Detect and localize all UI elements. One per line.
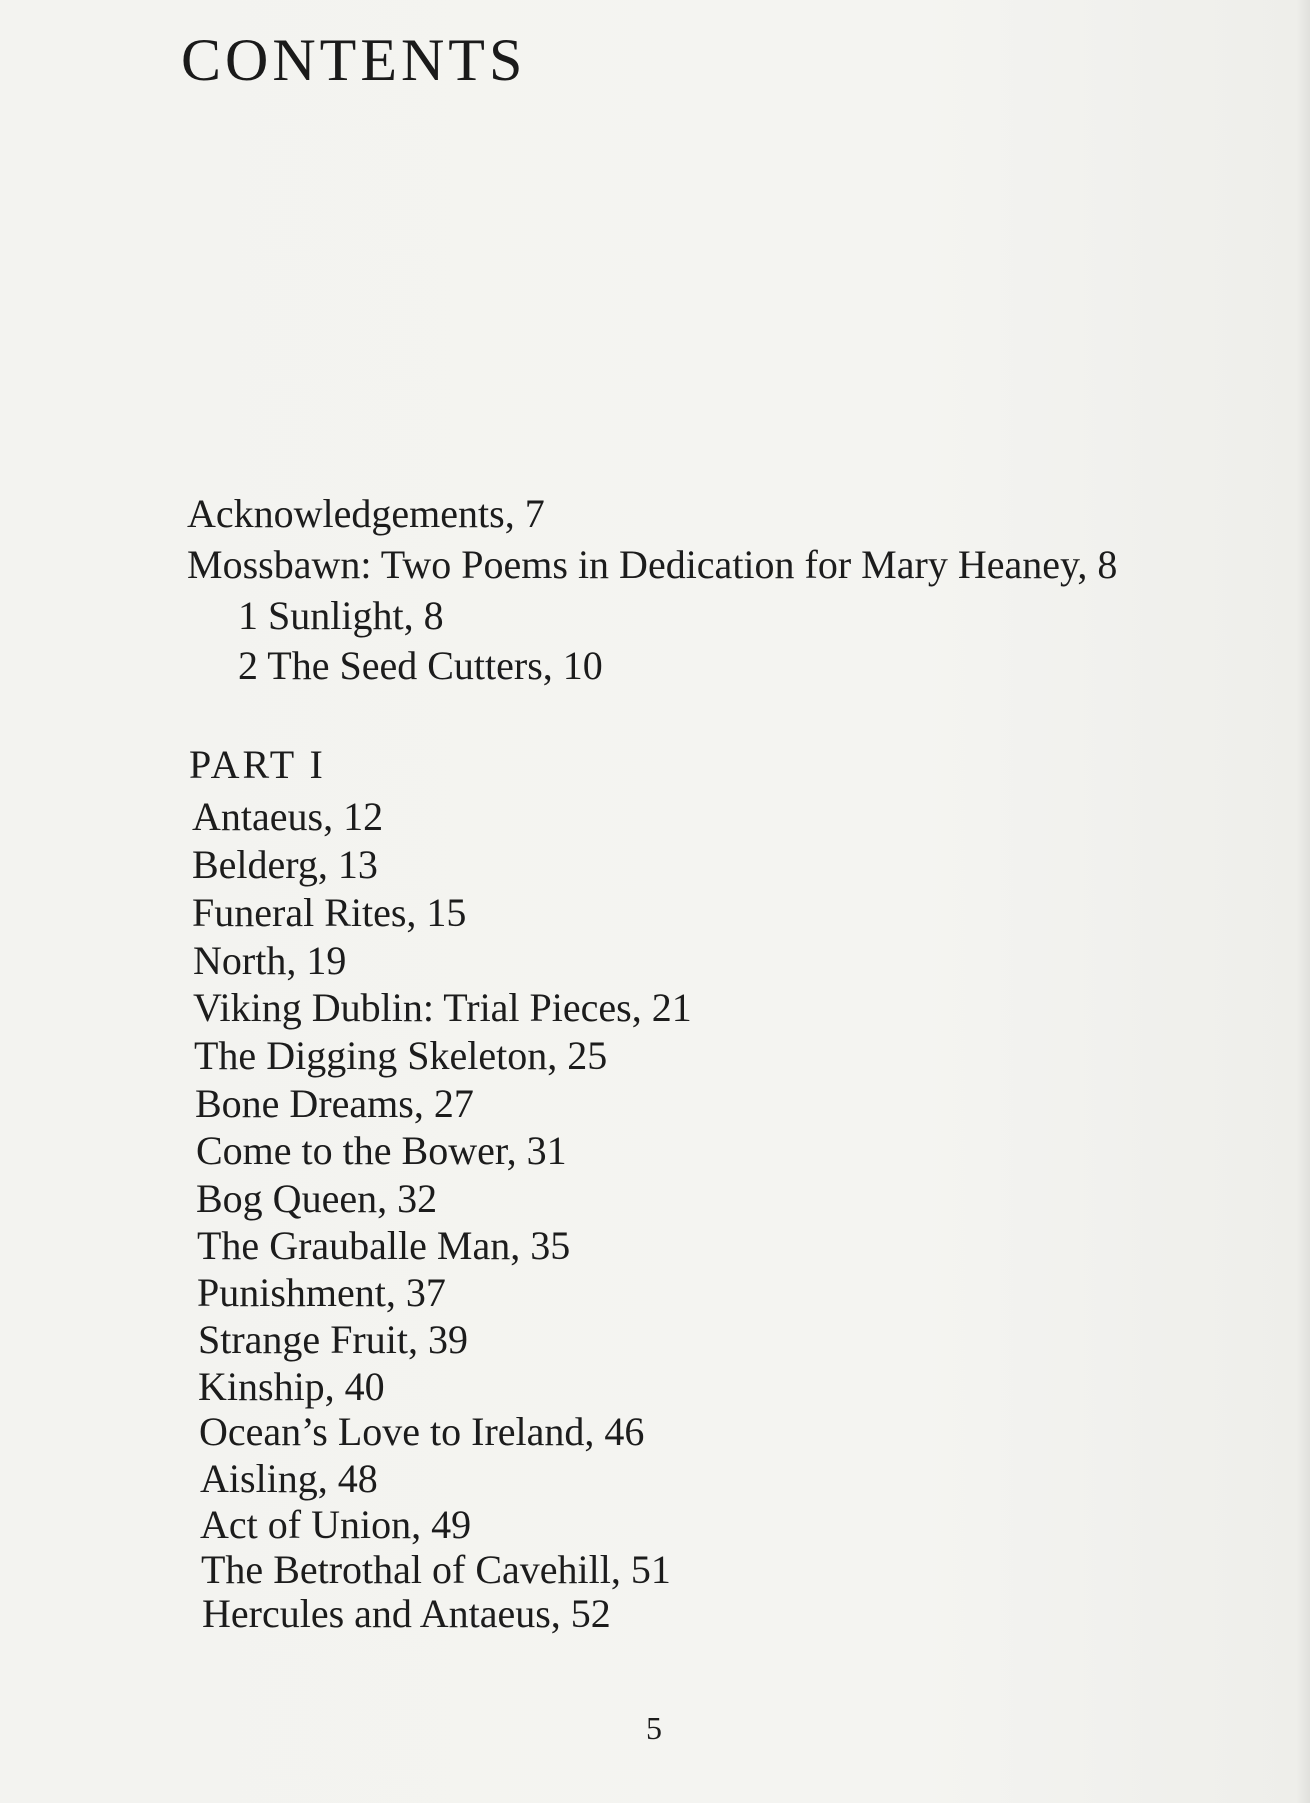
page-number: 5 [646, 1710, 662, 1746]
toc-entry: Antaeus, 12 [192, 794, 384, 839]
toc-entry: The Digging Skeleton, 25 [194, 1033, 608, 1078]
toc-entry: Belderg, 13 [192, 842, 378, 887]
toc-entry: North, 19 [193, 938, 347, 983]
toc-subentry-sunlight: 1 Sunlight, 8 [238, 593, 444, 638]
toc-entry: Kinship, 40 [198, 1364, 385, 1409]
toc-entry: The Grauballe Man, 35 [197, 1223, 571, 1268]
toc-entry: The Betrothal of Cavehill, 51 [201, 1547, 671, 1592]
toc-entry: Act of Union, 49 [200, 1502, 472, 1547]
page-edge-shadow [1296, 0, 1310, 1803]
toc-entry: Come to the Bower, 31 [196, 1128, 567, 1173]
toc-entry: Funeral Rites, 15 [192, 890, 467, 935]
toc-entry: Punishment, 37 [197, 1270, 446, 1315]
part-one-label: PART I [189, 742, 326, 787]
contents-heading: CONTENTS [181, 27, 527, 93]
toc-entry: Aisling, 48 [200, 1456, 378, 1501]
toc-entry: Bone Dreams, 27 [195, 1081, 474, 1126]
toc-entry: Viking Dublin: Trial Pieces, 21 [193, 985, 692, 1030]
toc-entry: Strange Fruit, 39 [198, 1317, 468, 1362]
toc-entry: Ocean’s Love to Ireland, 46 [199, 1409, 645, 1454]
toc-entry-mossbawn: Mossbawn: Two Poems in Dedication for Mary Heaney, 8 [187, 542, 1118, 587]
toc-subentry-seed-cutters: 2 The Seed Cutters, 10 [238, 643, 603, 688]
toc-entry-acknowledgements: Acknowledgements, 7 [187, 491, 545, 536]
toc-entry: Hercules and Antaeus, 52 [202, 1591, 611, 1636]
toc-entry: Bog Queen, 32 [196, 1176, 438, 1221]
